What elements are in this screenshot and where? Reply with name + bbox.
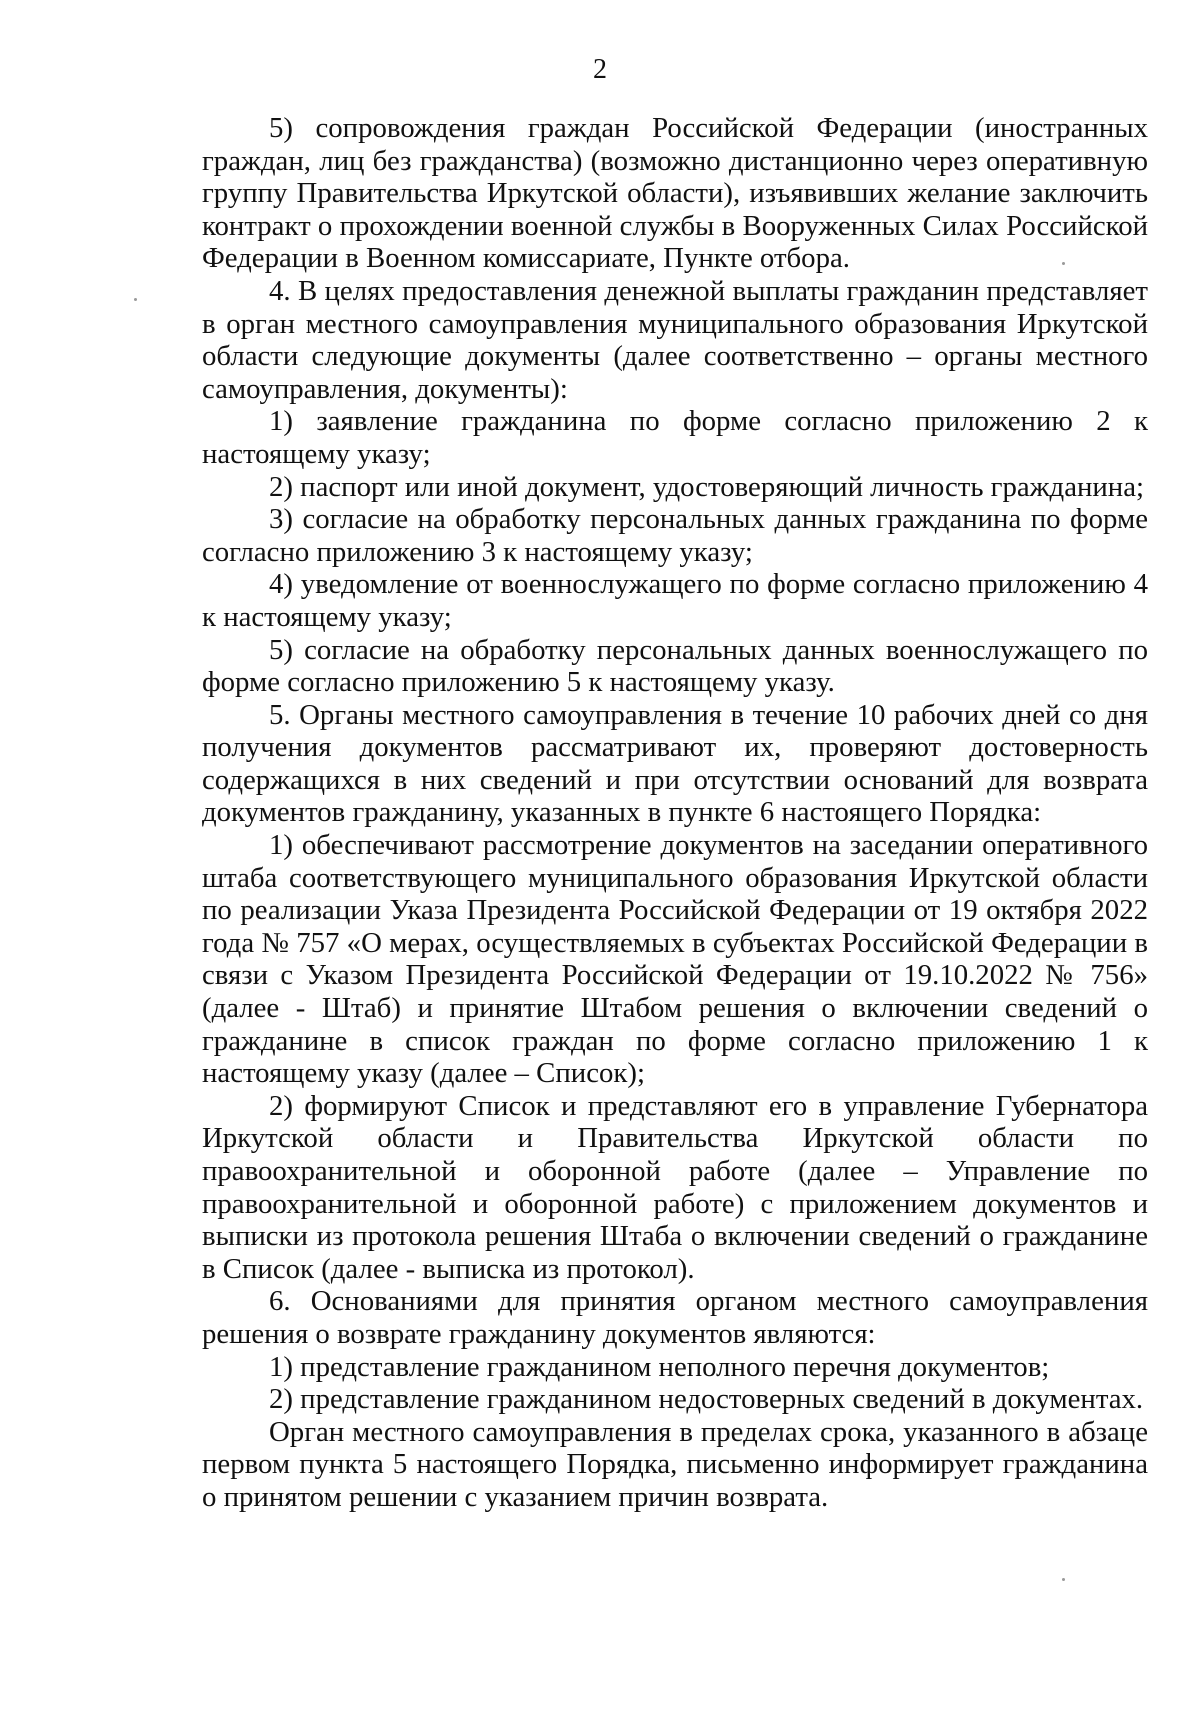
paragraph-section-4: 4. В целях предоставления денежной выплаты гражданин представляет в орган местного самоуправления муниципального образования Иркутской области следующие документы (далее соответственно – органы местного самоуправления, документы): [202, 274, 1148, 405]
paragraph-closing: Орган местного самоуправления в пределах срока, указанного в абзаце первом пункта 5 настоящего Порядка, письменно информирует гражданина о принятом решении с указанием причин возврата. [202, 1415, 1148, 1513]
page-number: 2 [593, 54, 607, 85]
paragraph-item-unreliable: 2) представление гражданином недостоверных сведений в документах. [269, 1383, 1144, 1416]
paragraph-item-passport: 2) паспорт или иной документ, удостоверяющий личность гражданина; [269, 470, 1145, 503]
document-body [202, 112, 1148, 1514]
paragraph-item-consent-citizen: 3) согласие на обработку персональных данных гражданина по форме согласно приложению 3 к настоящему указу; [202, 503, 1148, 568]
paragraph-item-5-escort: 5) сопровождения граждан Российской Федерации (иностранных граждан, лиц без гражданства) (возможно дистанционно через оперативную группу Правительства Иркутской области), изъявивших желание заключить контракт о прохождении военной службы в Вооруженных Силах Российской Федерации в Военном комиссариате, Пункте отбора. [202, 112, 1148, 275]
scan-speck [1062, 1578, 1065, 1581]
scan-speck [1062, 262, 1065, 265]
paragraph-item-application: 1) заявление гражданина по форме согласно приложению 2 к настоящему указу; [202, 405, 1148, 470]
paragraph-section-5: 5. Органы местного самоуправления в течение 10 рабочих дней со дня получения документов рассматривают их, проверяют достоверность содержащихся в них сведений и при отсутствии оснований для возврата документов гражданину, указанных в пункте 6 настоящего Порядка: [202, 698, 1148, 829]
paragraph-item-form-list: 2) формируют Список и представляют его в управление Губернатора Иркутской области и Правительства Иркутской области по правоохранительной и оборонной работе (далее – Управление по правоохранительной и оборонной работе) с приложением документов и выписки из протокола решения Штаба о включении сведений о гражданине в Список (далее - выписка из протокол). [202, 1089, 1148, 1285]
paragraph-item-incomplete: 1) представление гражданином неполного перечня документов; [269, 1350, 1050, 1383]
paragraph-item-notice: 4) уведомление от военнослужащего по форме согласно приложению 4 к настоящему указу; [202, 568, 1148, 633]
paragraph-item-consent-serviceman: 5) согласие на обработку персональных данных военнослужащего по форме согласно приложению 5 к настоящему указу. [202, 633, 1148, 699]
paragraph-section-6: 6. Основаниями для принятия органом местного самоуправления решения о возврате гражданину документов являются: [202, 1285, 1148, 1350]
paragraph-item-review: 1) обеспечивают рассмотрение документов на заседании оперативного штаба соответствующего муниципального образования Иркутской области по реализации Указа Президента Российской Федерации от 19 октября 2022 года № 757 «О мерах, осуществляемых в субъектах Российской Федерации в связи с Указом Президента Российской Федерации от 19.10.2022 № 756» (далее - Штаб) и принятие Штабом решения о включении сведений о гражданине в список граждан по форме согласно приложению 1 к настоящему указу (далее – Список); [202, 829, 1148, 1090]
scan-speck [134, 298, 137, 301]
